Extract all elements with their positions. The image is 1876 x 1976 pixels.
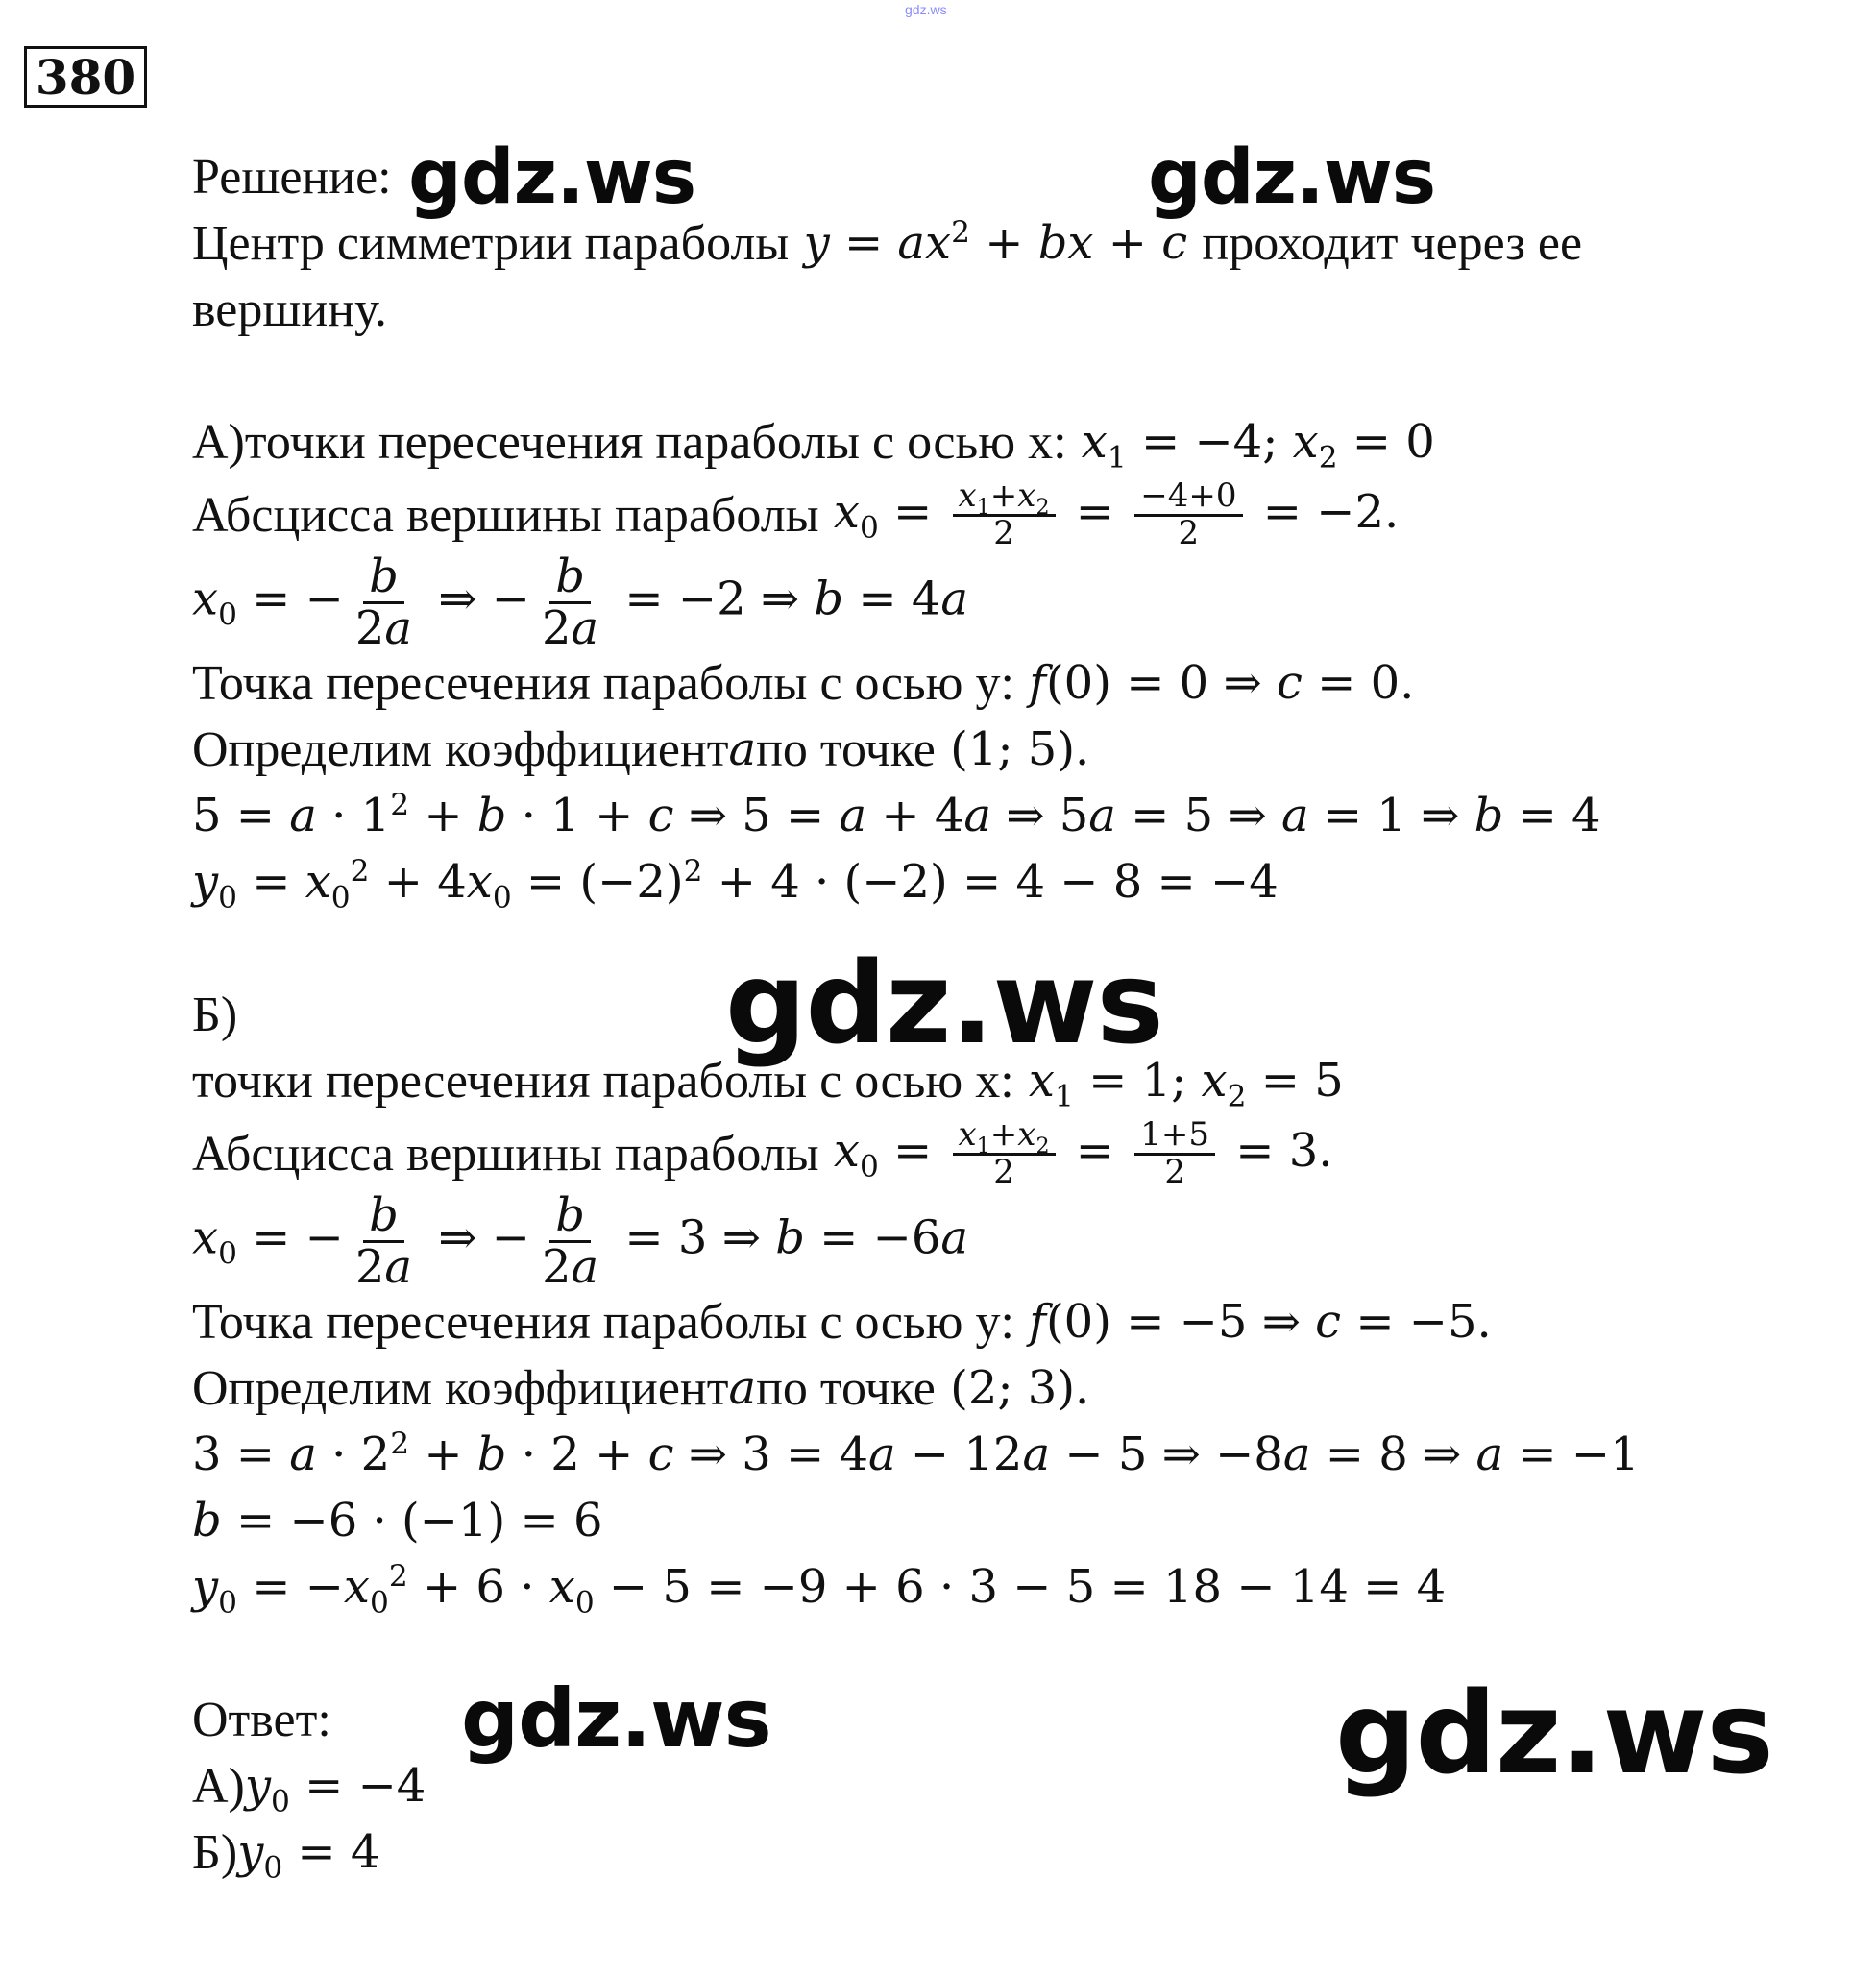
intro-line-2 bbox=[192, 277, 1777, 343]
a-roots: $x_1 = -4$; $x_2 = 0$ bbox=[1081, 415, 1435, 476]
answer-b bbox=[192, 1819, 1777, 1886]
a-solve-formula: $5 = a \cdot 1^2 + b \cdot 1 + c$ ⇒ 5 = a + 4a ⇒ 5a = 5 ⇒ a = 1 ⇒ b = 4 bbox=[192, 788, 1601, 842]
b-y0-formula: $y_0 = -x_0^2 + 6 \cdot x_0 - 5 = -9 + 6 \cdot 3 - 5 = 18 - 14 = 4$ bbox=[192, 1559, 1447, 1621]
a-y0-line bbox=[192, 849, 1777, 915]
a-vertex-text: Абсцисса вершины параболы bbox=[192, 487, 819, 543]
answer-label: Ответ: bbox=[192, 1693, 331, 1747]
answer-a-label: А) bbox=[192, 1759, 245, 1814]
b-roots: $x_1 = 1$; $x_2 = 5$ bbox=[1028, 1054, 1344, 1114]
a-vertex-formula: $x_0$ = $\frac{x_1+x_2}{2}$ = $\frac{-4+0}{2}$ = −2. bbox=[833, 476, 1400, 552]
intro-text-b: проходит через ее bbox=[1202, 216, 1583, 271]
b-b-value: b = −6 · (−1) = 6 bbox=[192, 1494, 603, 1548]
b-b-relation bbox=[192, 1188, 1777, 1294]
a-label: А) bbox=[192, 415, 245, 470]
b-coef-text: Определим коэффициент bbox=[192, 1361, 729, 1416]
a-solve-line bbox=[192, 783, 1777, 849]
b-c-formula: f(0) = −5 ⇒ c = −5. bbox=[1029, 1295, 1492, 1349]
a-x-intersections bbox=[192, 409, 1777, 476]
b-label: Б) bbox=[192, 988, 238, 1042]
b-x-intersections-text: точки пересечения параболы с осью x: bbox=[192, 1054, 1014, 1109]
a-by-point-text: по точке bbox=[756, 722, 936, 777]
a-y0-formula: $y_0 = x_0^2 + 4x_0 = (-2)^2 + 4 \cdot (-2) = 4 - 8 = -4$ bbox=[192, 854, 1279, 915]
b-b-value-line bbox=[192, 1488, 1777, 1554]
a-x-intersections-text: точки пересечения параболы с осью x: bbox=[244, 415, 1067, 470]
a-coef-line bbox=[192, 717, 1777, 783]
solution-label: Решение: bbox=[192, 150, 392, 205]
watermark-2: gdz.ws bbox=[1148, 134, 1436, 221]
b-vertex-text: Абсцисса вершины параболы bbox=[192, 1126, 819, 1182]
answer-b-value: $y_0 = 4$ bbox=[237, 1825, 380, 1886]
intro-text-c: вершину. bbox=[192, 282, 387, 337]
tiny-watermark: gdz.ws bbox=[905, 2, 947, 17]
a-c-formula: f(0) = 0 ⇒ c = 0. bbox=[1029, 656, 1415, 710]
a-point: (1; 5). bbox=[935, 722, 1090, 776]
b-y0-line bbox=[192, 1554, 1777, 1621]
a-coef-text: Определим коэффициент bbox=[192, 722, 729, 777]
a-coef-var: a bbox=[728, 722, 757, 776]
intro-text-a: Центр симметрии параболы bbox=[192, 216, 790, 271]
answer-a-value: $y_0 = -4$ bbox=[244, 1759, 426, 1819]
a-y-intersection bbox=[192, 650, 1777, 717]
a-b-relation bbox=[192, 549, 1777, 655]
watermark-1: gdz.ws bbox=[408, 134, 696, 221]
b-coef-line bbox=[192, 1355, 1777, 1422]
answer-b-label: Б) bbox=[192, 1825, 238, 1880]
parabola-formula: $y = ax^2$ + bx + c bbox=[803, 215, 1188, 270]
watermark-5: gdz.ws bbox=[1335, 1667, 1773, 1799]
a-b-formula: $x_0$ = − $\frac{b}{2a}$ ⇒ − $\frac{b}{2a}$ = −2 ⇒ b = 4a bbox=[192, 549, 969, 655]
watermark-3: gdz.ws bbox=[725, 937, 1163, 1069]
b-b-formula: $x_0$ = − $\frac{b}{2a}$ ⇒ − $\frac{b}{2a}$ = 3 ⇒ b = −6a bbox=[192, 1188, 969, 1294]
problem-number: 380 bbox=[24, 46, 147, 108]
b-point: (2; 3). bbox=[935, 1361, 1090, 1415]
a-vertex-abscissa bbox=[192, 476, 1777, 554]
b-solve-formula: $3 = a \cdot 2^2 + b \cdot 2 + c$ ⇒ 3 = 4a − 12a − 5 ⇒ −8a = 8 ⇒ a = −1 bbox=[192, 1427, 1640, 1481]
b-vertex-formula: $x_0$ = $\frac{x_1+x_2}{2}$ = $\frac{1+5}{2}$ = 3. bbox=[833, 1114, 1333, 1191]
b-by-point-text: по точке bbox=[756, 1361, 936, 1416]
b-coef-var: a bbox=[728, 1361, 757, 1415]
b-solve-line bbox=[192, 1422, 1777, 1488]
a-y-intersection-text: Точка пересечения параболы с осью y: bbox=[192, 656, 1014, 711]
b-y-intersection bbox=[192, 1289, 1777, 1355]
b-y-intersection-text: Точка пересечения параболы с осью y: bbox=[192, 1295, 1014, 1350]
watermark-4: gdz.ws bbox=[461, 1671, 771, 1766]
b-vertex-abscissa bbox=[192, 1114, 1777, 1193]
